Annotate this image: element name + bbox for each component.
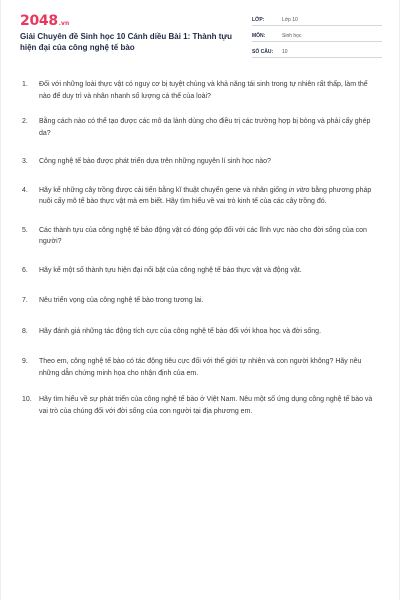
meta-label-subject: MÔN: (252, 32, 266, 39)
meta-value-question-count: 10 (282, 48, 288, 55)
document-header (0, 0, 400, 62)
meta-value-subject: Sinh học (282, 32, 302, 39)
question-text: Đối với những loài thực vật có nguy cơ bị tuyệt chủng và khả năng tái sinh trong tự nhiên rất thấp, làm thế nào để duy trì và nhân nhanh số lượng cá thể của loài? (39, 81, 368, 100)
question-text: Các thành tựu của công nghệ tế bào động vật có đóng góp đối với các lĩnh vực nào cho đời sống của con người? (39, 226, 367, 245)
question-number: 1. (22, 81, 28, 88)
question-number: 8. (22, 327, 28, 335)
question-number: 10. (22, 396, 32, 403)
site-logo[interactable] (20, 14, 69, 31)
question-number: 6. (22, 266, 28, 274)
meta-label-question-count: SỐ CÂU: (252, 48, 274, 55)
question-item (22, 185, 380, 208)
question-text: Nêu triển vọng của công nghệ tế bào trong tương lai. (39, 297, 204, 304)
question-number: 5. (22, 226, 28, 234)
question-text-part: bằng phương pháp nuôi cấy mô tế bào thực vật mà em biết. Hãy tìm hiểu về vai trò kinh tế của các cây trồng đó. (39, 186, 372, 205)
logo-main: 2048 (20, 13, 58, 29)
question-text: Theo em, công nghệ tế bào có tác động tiêu cực đối với thế giới tự nhiên và con người không? Hãy nêu những dẫn chứng minh họa cho nhận định của em. (39, 358, 362, 377)
question-item (22, 265, 380, 277)
meta-value-grade: Lớp 10 (282, 16, 298, 23)
question-text: Công nghệ tế bào được phát triển dựa trên những nguyên lí sinh học nào? (39, 158, 271, 165)
question-item (22, 79, 380, 102)
question-text (39, 185, 380, 208)
question-text: Hãy đánh giá những tác động tích cực của công nghệ tế bào đối với khoa học và đời sống. (39, 327, 322, 335)
question-item (22, 225, 380, 248)
question-item (22, 356, 380, 379)
question-text: Hãy kể một số thành tựu hiện đại nổi bật của công nghệ tế bào thực vật và động vật. (39, 266, 302, 274)
question-list (22, 79, 380, 417)
meta-row-question-count (252, 46, 382, 58)
meta-row-grade (252, 14, 382, 26)
document-meta (252, 14, 382, 62)
question-item (22, 295, 380, 307)
question-item (22, 326, 380, 338)
question-number: 3. (22, 158, 28, 165)
question-number: 7. (22, 297, 28, 304)
question-item (22, 156, 380, 168)
question-text-part: Hãy kể những cây trồng được cải tiến bằng kĩ thuật chuyển gene và nhân giống (39, 186, 289, 194)
question-text: Bằng cách nào có thể tạo được các mô da lành dùng cho điều trị các trường hợp bị bỏng và phải cấy ghép da? (39, 118, 371, 137)
meta-label-grade: LỚP: (252, 16, 265, 23)
document-title: Giải Chuyên đề Sinh học 10 Cánh diều Bài 1: Thành tựu hiện đại của công nghệ tế bào (20, 32, 233, 52)
logo-suffix: .vn (58, 20, 70, 27)
meta-row-subject (252, 30, 382, 42)
question-text-italic: in vitro (288, 186, 310, 194)
question-number: 9. (22, 358, 28, 365)
question-number: 4. (22, 186, 28, 194)
question-item (22, 116, 380, 139)
question-item (22, 394, 380, 417)
question-number: 2. (22, 118, 28, 125)
question-text: Hãy tìm hiểu về sự phát triển của công nghệ tế bào ở Việt Nam. Nêu một số ứng dụng công nghệ tế bào và vai trò của chúng đối với đời sống của con người tại địa phương em. (39, 396, 373, 415)
